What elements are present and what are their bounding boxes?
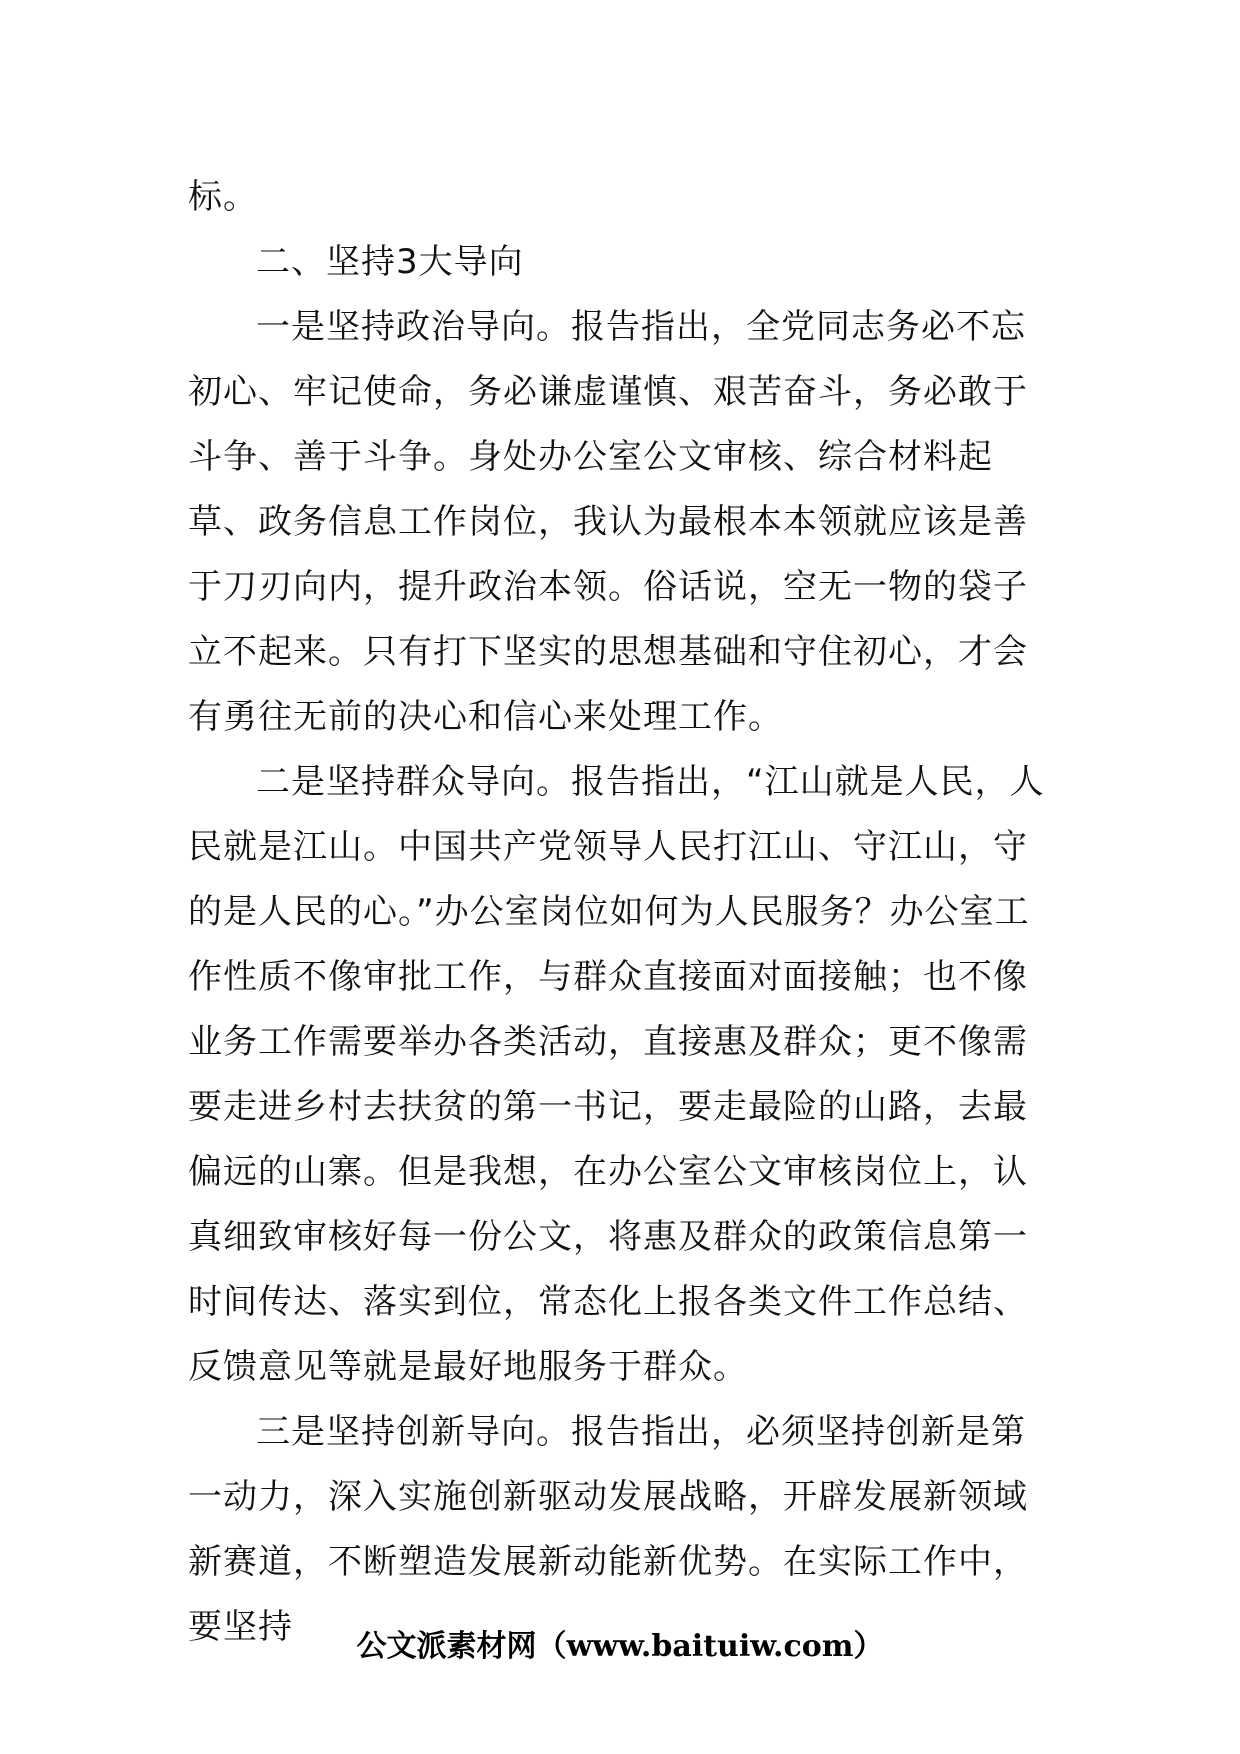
body-text xyxy=(188,165,1058,1660)
footer-watermark: 公文派素材网（www.baituiw.com） xyxy=(356,1629,884,1664)
paragraph-political-orientation: 一是坚持政治导向。报告指出，全党同志务必不忘初心、牢记使命，务必谦虚谨慎、艰苦奋斗，务必敢于斗争、善于斗争。身处办公室公文审核、综合材料起草、政务信息工作岗位，我认为最根本本领就应该是善于刀刃向内，提升政治本领。俗话说，空无一物的袋子立不起来。只有打下坚实的思想基础和守住初心，才会有勇往无前的决心和信心来处理工作。 xyxy=(188,307,1028,737)
paragraph-innovation-orientation: 三是坚持创新导向。报告指出，必须坚持创新是第一动力，深入实施创新驱动发展战略，开辟发展新领域新赛道，不断塑造发展新动能新优势。在实际工作中，要坚持 xyxy=(188,1412,1028,1647)
paragraph-continuation: 标。 xyxy=(188,177,258,217)
paragraph-mass-orientation: 二是坚持群众导向。报告指出，“江山就是人民，人民就是江山。中国共产党领导人民打江山、守江山，守的是人民的心。”办公室岗位如何为人民服务？办公室工作性质不像审批工作，与群众直接面对面接触；也不像业务工作需要举办各类活动，直接惠及群众；更不像需要走进乡村去扶贫的第一书记，要走最险的山路，去最偏远的山寨。但是我想，在办公室公文审核岗位上，认真细致审核好每一份公文，将惠及群众的政策信息第一时间传达、落实到位，常态化上报各类文件工作总结、反馈意见等就是最好地服务于群众。 xyxy=(188,762,1045,1387)
section-heading: 二、坚持3大导向 xyxy=(256,242,524,282)
